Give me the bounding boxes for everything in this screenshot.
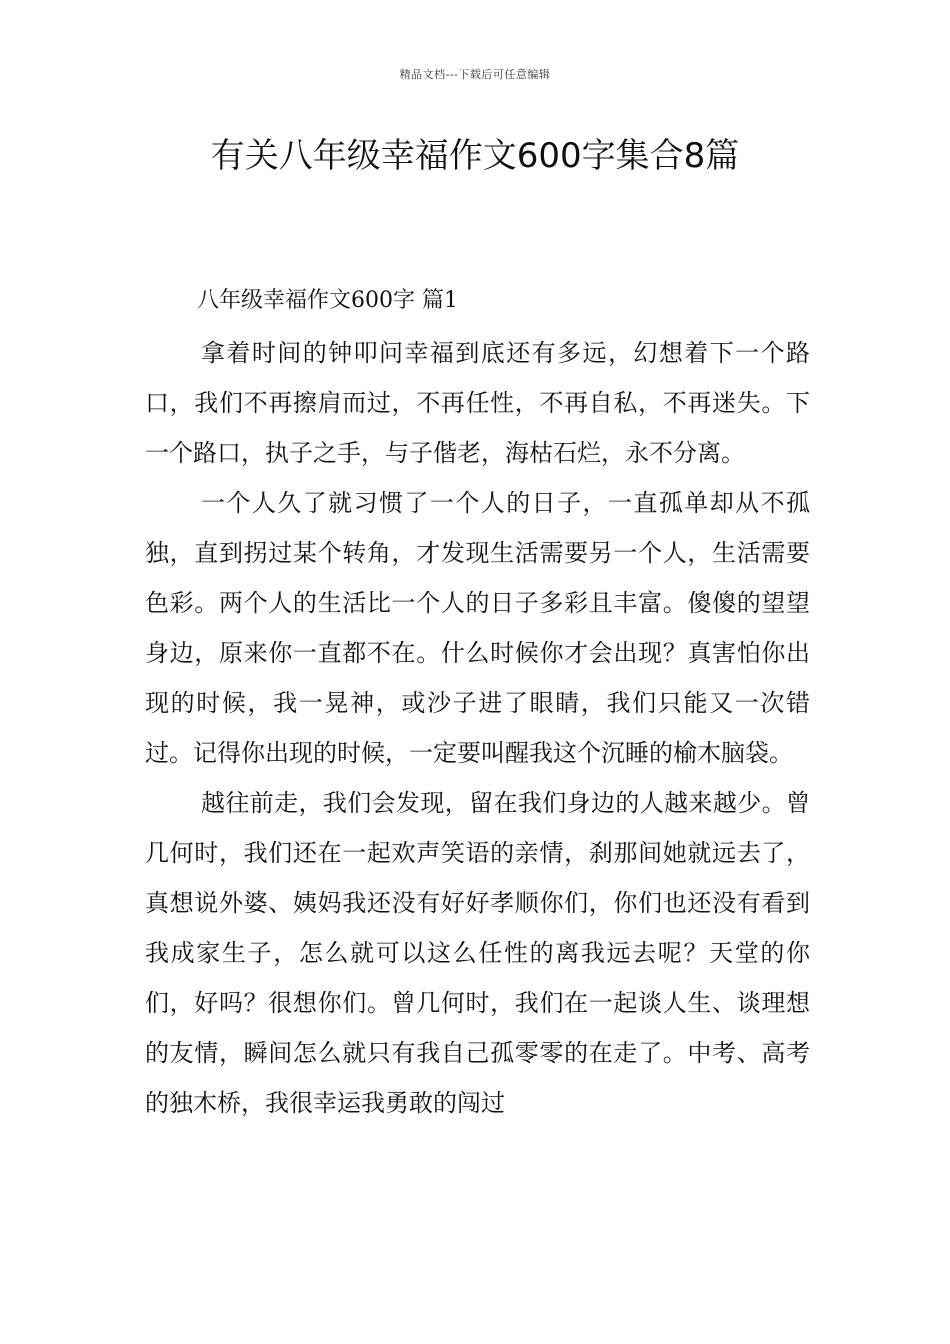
paragraph: 越往前走，我们会发现，留在我们身边的人越来越少。曾几何时，我们还在一起欢声笑语的亲情，刹那间她就远去了，真想说外婆、姨妈我还没有好好孝顺你们，你们也还没有看到我成家生子，怎么就可以这么任性的离我远去呢？天堂的你们，好吗？很想你们。曾几何时，我们在一起谈人生、谈理想的友情，瞬间怎么就只有我自己孤零零的在走了。中考、高考的独木桥，我很幸运我勇敢的闯过 (145, 789, 810, 1117)
document-title: 有关八年级幸福作文600字集合8篇 (210, 136, 740, 176)
document-body (145, 280, 810, 1128)
header-note: 精品文档---下载后可任意编辑 (399, 68, 551, 81)
paragraph: 拿着时间的钟叩问幸福到底还有多远，幻想着下一个路口，我们不再擦肩而过，不再任性，不再自私，不再迷失。下一个路口，执子之手，与子偕老，海枯石烂，永不分离。 (145, 339, 810, 467)
paragraph: 一个人久了就习惯了一个人的日子，一直孤单却从不孤独，直到拐过某个转角，才发现生活需要另一个人，生活需要色彩。两个人的生活比一个人的日子多彩且丰富。傻傻的望望身边，原来你一直都不在。什么时候你才会出现？真害怕你出现的时候，我一晃神，或沙子进了眼睛，我们只能又一次错过。记得你出现的时候，一定要叫醒我这个沉睡的榆木脑袋。 (145, 489, 810, 767)
section-heading: 八年级幸福作文600字 篇1 (197, 288, 458, 313)
